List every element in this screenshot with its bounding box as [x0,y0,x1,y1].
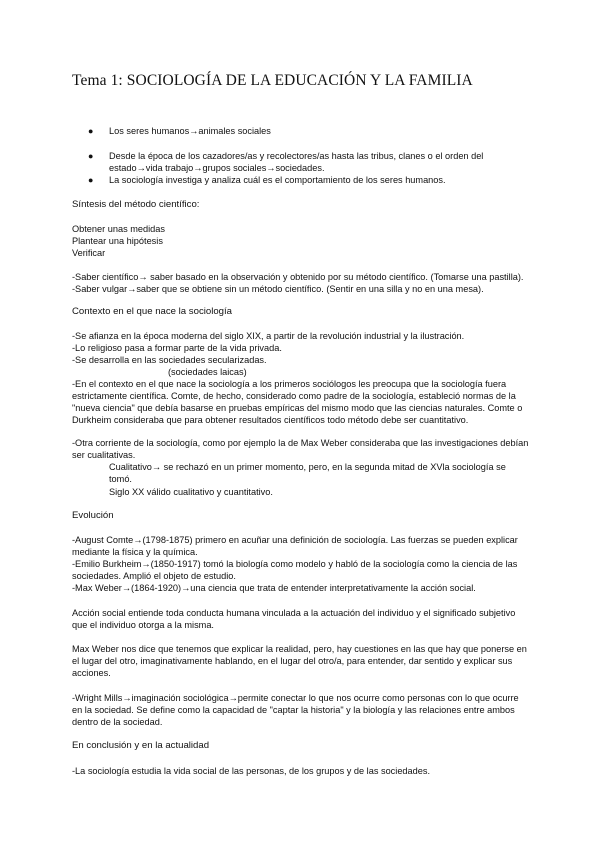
contexto-line: -Se desarrolla en las sociedades secularizadas. [72,355,267,365]
bullet-item: Desde la época de los cazadores/as y recolectores/as hasta las tribus, clanes o el orden del [109,151,484,161]
paragraph-line: Max Weber nos dice que tenemos que explicar la realidad, pero, hay cuestiones en las que hay que ponerse en [72,644,527,654]
section-heading-contexto: Contexto en el que nace la sociología [72,306,233,317]
paragraph-line: dentro de la sociedad. [72,717,163,727]
bullet-item: Los seres humanos→animales sociales [109,126,271,136]
sintesis-step: Verificar [72,248,106,258]
evolucion-line: sociedades. Amplió el objeto de estudio. [72,571,236,581]
paragraph-line: -Wright Mills→imaginación sociológica→permite conectar lo que nos ocurre como personas con lo que ocurre [72,693,519,703]
paragraph-line: el lugar del otro, imaginativamente hablando, en el lugar del otro/a, para entender, dar sentido y explicar sus [72,656,513,666]
evolucion-line: -August Comte→(1798-1875) primero en acuñar una definición de sociología. Las fuerzas se pueden explicar [72,535,518,545]
paragraph-line: -En el contexto en el que nace la sociología a los primeros sociólogos les preocupa que la sociología fuera [72,379,507,389]
evolucion-line: -Max Weber→(1864-1920)→una ciencia que trata de entender interpretativamente la acción social. [72,583,476,593]
sintesis-step: Plantear una hipótesis [72,236,163,246]
bullet-item-continuation: estado→vida trabajo→grupos sociales→sociedades. [109,163,325,173]
bullet-item: La sociología investiga y analiza cuál es el comportamiento de los seres humanos. [109,175,446,185]
paragraph-line: Acción social entiende toda conducta humana vinculada a la actuación del individuo y el significado subjetivo [72,608,516,618]
section-heading-sintesis: Síntesis del método científico: [72,199,200,210]
contexto-line: -Lo religioso pasa a formar parte de la vida privada. [72,343,282,353]
contexto-line: -Se afianza en la época moderna del siglo XIX, a partir de la revolución industrial y la ilustración. [72,331,465,341]
paragraph-line: -Otra corriente de la sociología, como por ejemplo la de Max Weber consideraba que las investigaciones debían [72,438,529,448]
section-heading-conclusion: En conclusión y en la actualidad [72,740,210,751]
evolucion-line: mediante la física y la química. [72,547,198,557]
paragraph-line: en la sociedad. Se define como la capacidad de "captar la historia" y la biología y las relaciones entre ambos [72,705,515,715]
evolucion-line: -Emilio Burkheim→(1850-1917) tomó la biología como modelo y habló de la sociología como la ciencia de las [72,559,518,569]
indented-line: Siglo XX válido cualitativo y cuantitativo. [109,487,273,497]
indented-line: Cualitativo→ se rechazó en un primer momento, pero, en la segunda mitad de XVla sociología se [109,462,506,472]
indented-line: tomó. [109,474,132,484]
paragraph-line: que el individuo otorga a la misma. [72,620,214,630]
bullet-dot: ● [88,151,94,161]
saber-line: -Saber científico→ saber basado en la observación y obtenido por su método científico. (Tomarse una pastilla). [72,272,524,282]
paragraph-line: ser cualitativas. [72,450,136,460]
conclusion-line: -La sociología estudia la vida social de las personas, de los grupos y de las sociedades. [72,766,431,776]
paragraph-line: acciones. [72,668,111,678]
paragraph-line: estrictamente científica. Comte, de hecho, considerado como padre de la sociología, estableció normas de la [72,391,516,401]
saber-line: -Saber vulgar→saber que se obtiene sin un método científico. (Sentir en una silla y no en una mesa). [72,284,484,294]
document-title: Tema 1: SOCIOLOGÍA DE LA EDUCACIÓN Y LA FAMILIA [72,72,473,89]
sintesis-step: Obtener unas medidas [72,224,165,234]
paragraph-line: "nueva ciencia" que debía basarse en pruebas empíricas del mismo modo que las ciencias naturales. Comte o [72,403,523,413]
section-heading-evolucion: Evolución [72,510,114,521]
bullet-dot: ● [88,175,94,185]
sociedades-laicas-note: (sociedades laicas) [168,367,247,377]
paragraph-line: Durkheim consideraba que para obtener resultados científicos todo método debe ser cuantitativo. [72,415,469,425]
bullet-dot: ● [88,126,94,136]
